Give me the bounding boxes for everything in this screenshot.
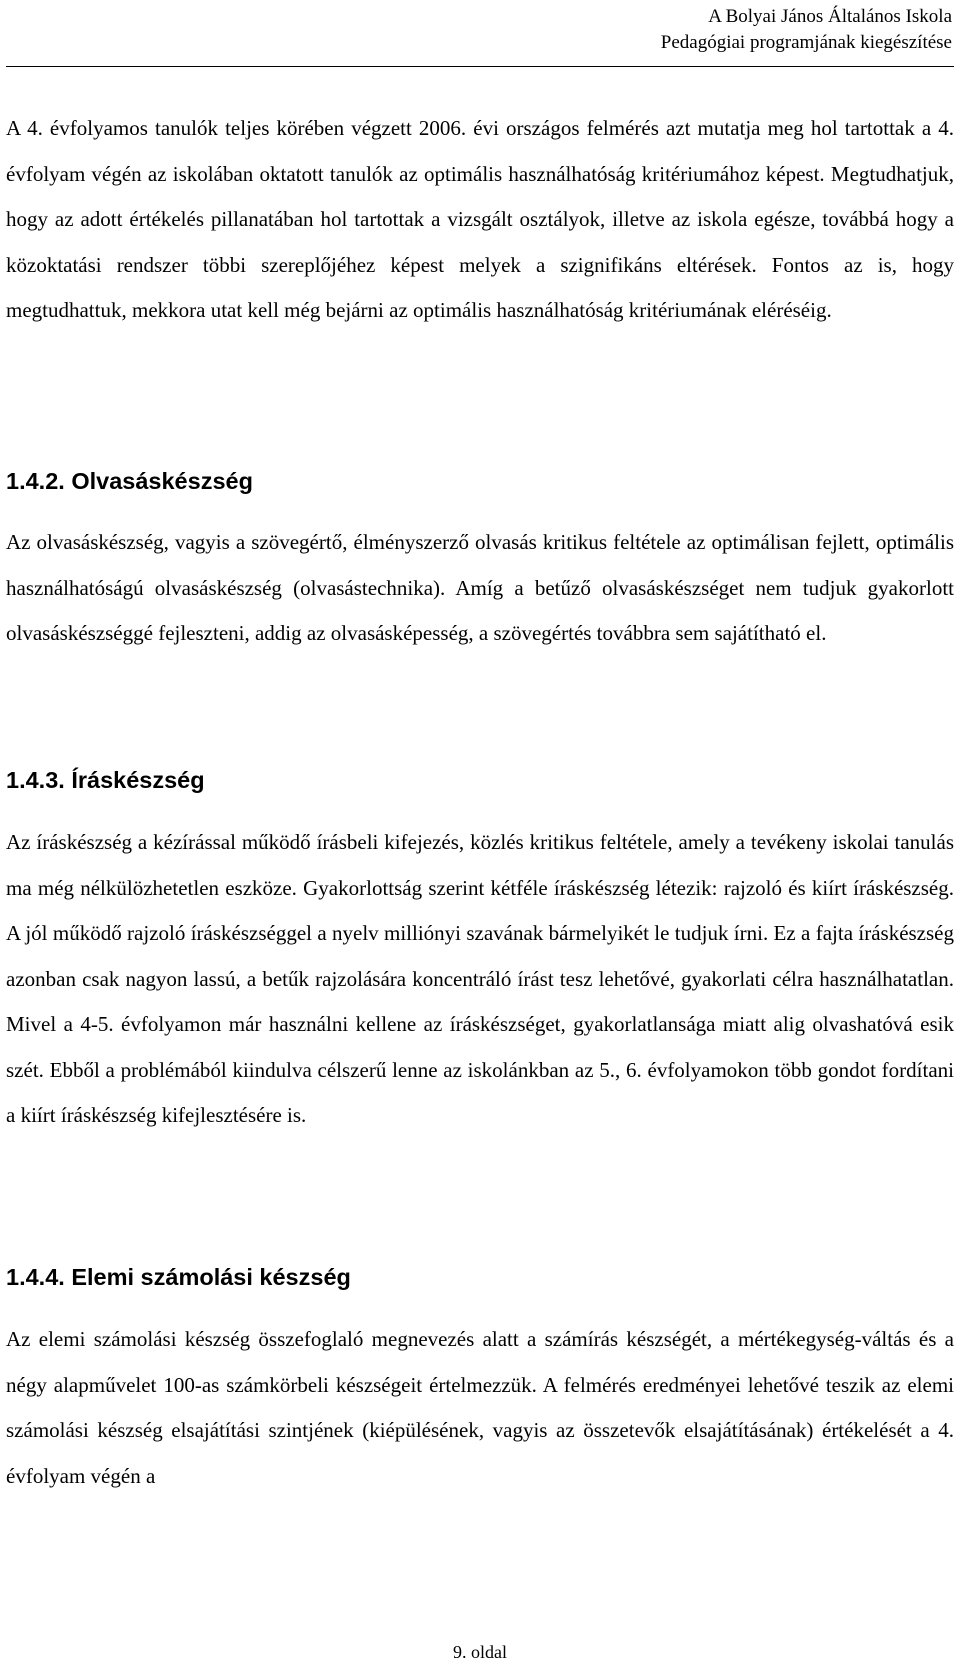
- page-number: 9. oldal: [453, 1642, 507, 1662]
- header-document-title: Pedagógiai programjának kiegészítése: [660, 32, 952, 53]
- section-heading-writing: 1.4.3. Íráskészség: [6, 767, 205, 793]
- page-header: [661, 4, 952, 56]
- header-divider: [6, 66, 954, 67]
- header-school-name: A Bolyai János Általános Iskola: [708, 6, 952, 27]
- intro-paragraph: A 4. évfolyamos tanulók teljes körében végzett 2006. évi országos felmérés azt mutatja meg hol tartottak a 4. évfolyam végén az iskolában oktatott tanulók az optimális használhatóság kritériumához képest. Megtudhatjuk, hogy az adott értékelés pillanatában hol tartottak a vizsgált osztályok, illetve az iskola egésze, továbbá hogy a közoktatási rendszer többi szereplőjéhez képest melyek a szignifikáns eltérések. Fontos az is, hogy megtudhattuk, mekkora utat kell még bejárni az optimális használhatóság kritériumának eléréséig.: [6, 116, 954, 322]
- section-heading-reading: 1.4.2. Olvasáskészség: [6, 468, 253, 494]
- arithmetic-paragraph: Az elemi számolási készség összefoglaló megnevezés alatt a számírás készségét, a mértékegység-váltás és a négy alapművelet 100-as számkörbeli készségeit értelmezzük. A felmérés eredményei lehetővé teszik az elemi számolási készség elsajátítási szintjének (kiépülésének, vagyis az összetevők elsajátításának) értékelését a 4. évfolyam végén a: [6, 1327, 954, 1488]
- writing-paragraph: Az íráskészség a kézírással működő írásbeli kifejezés, közlés kritikus feltétele, amely a tevékeny iskolai tanulás ma még nélkülözhetetlen eszköze. Gyakorlottság szerint kétféle íráskészség létezik: rajzoló és kiírt íráskészség. A jól működő rajzoló íráskészséggel a nyelv milliónyi szavának bármelyikét le tudjuk írni. Ez a fajta íráskészség azonban csak nagyon lassú, a betűk rajzolására koncentráló írást tesz lehetővé, gyakorlati célra használhatatlan. Mivel a 4-5. évfolyamon már használni kellene az íráskészséget, gyakorlatlansága miatt alig olvashatóvá esik szét. Ebből a problémából kiindulva célszerű lenne az iskolánkban az 5., 6. évfolyamokon több gondot fordítani a kiírt íráskészség kifejlesztésére is.: [6, 830, 954, 1127]
- reading-paragraph: Az olvasáskészség, vagyis a szövegértő, élményszerző olvasás kritikus feltétele az optimálisan fejlett, optimális használhatóságú olvasáskészség (olvasástechnika). Amíg a betűző olvasáskészséget nem tudjuk gyakorlott olvasáskészséggé fejleszteni, addig az olvasásképesség, a szövegértés továbbra sem sajátítható el.: [6, 530, 954, 645]
- section-heading-arithmetic: 1.4.4. Elemi számolási készség: [6, 1264, 351, 1290]
